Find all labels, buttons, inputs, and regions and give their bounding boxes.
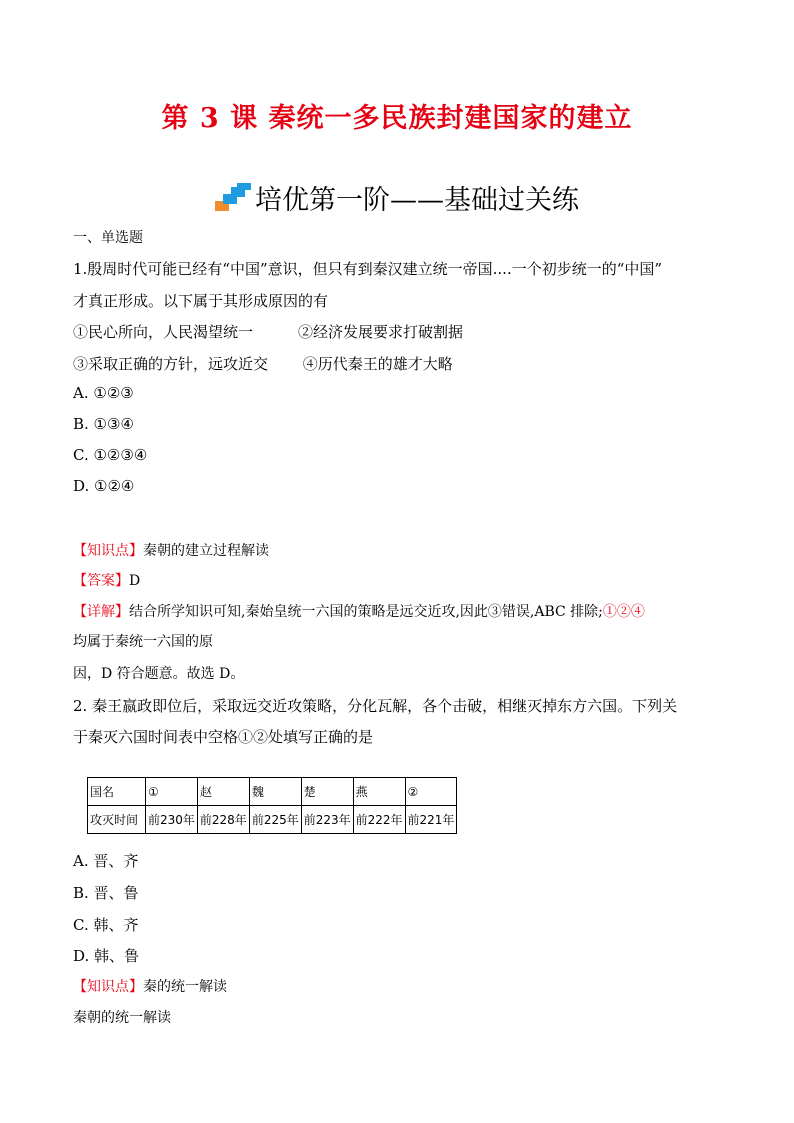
section-subtitle: [0, 178, 794, 217]
q1-knowledge-value: 秦朝的建立过程解读: [143, 543, 269, 559]
table-cell: ②: [405, 778, 457, 806]
q1-choice-c: C. ①②③④: [73, 446, 148, 464]
page-title: 第 3 课 秦统一多民族封建国家的建立: [161, 103, 633, 134]
q1-options-row2: ③采取正确的方针，远攻近交 ④历代秦王的雄才大略: [73, 355, 453, 373]
q2-choice-d: D. 韩、鲁: [73, 947, 140, 965]
q1-detail-line2: 均属于秦统一六国的原: [73, 634, 213, 650]
q1-detail-line1: [73, 601, 645, 621]
q2-choice-b: B. 晋、鲁: [73, 884, 139, 902]
q1-choice-d: D. ①②④: [73, 477, 135, 495]
q2-timeline-table: [87, 777, 457, 834]
q1-choice-a: A. ①②③: [73, 384, 134, 402]
table-cell: 前228年: [197, 806, 249, 834]
q2-choice-a: A. 晋、齐: [73, 852, 139, 870]
table-cell: 燕: [353, 778, 405, 806]
q1-options-row1: ①民心所向，人民渴望统一 ②经济发展要求打破割据: [73, 323, 464, 341]
table-cell: 前223年: [301, 806, 353, 834]
table-cell: 楚: [301, 778, 353, 806]
table-cell: 前230年: [146, 806, 198, 834]
section-heading: 一、单选题: [73, 230, 143, 246]
q1-answer-value: D: [129, 573, 141, 589]
table-row: [88, 778, 457, 806]
table-cell: 前225年: [249, 806, 301, 834]
q1-choice-b: B. ①③④: [73, 415, 134, 433]
table-cell: 赵: [197, 778, 249, 806]
table-row: [88, 806, 457, 834]
q2-footer-line: 秦朝的统一解读: [73, 1010, 171, 1026]
q2-knowledge-value: 秦的统一解读: [143, 979, 227, 995]
q1-stem-line1: 1.殷周时代可能已经有“中国”意识，但只有到秦汉建立统一帝国....一个初步统一的“中国”: [73, 260, 663, 278]
table-cell: 国名: [88, 778, 146, 806]
q1-answer-label: 【答案】: [73, 573, 129, 589]
table-cell: 前221年: [405, 806, 457, 834]
q1-knowledge-label: 【知识点】: [73, 543, 143, 559]
subtitle-text: 培优第一阶——基础过关练: [255, 185, 579, 216]
q2-knowledge-point: [73, 976, 227, 996]
q1-detail-text: 结合所学知识可知,秦始皇统一六国的策略是远交近攻,因此③错误,ABC 排除;: [129, 604, 603, 620]
stairs-icon: [215, 183, 251, 211]
q1-detail-line3: 因，D 符合题意。故选 D。: [73, 666, 245, 682]
q1-knowledge-point: [73, 540, 269, 560]
q1-answer: [73, 570, 140, 590]
q2-stem-line2: 于秦灭六国时间表中空格①②处填写正确的是: [73, 728, 374, 746]
table-cell: ①: [146, 778, 198, 806]
table-cell: 前222年: [353, 806, 405, 834]
table-cell: 魏: [249, 778, 301, 806]
q1-detail-label: 【详解】: [73, 604, 129, 620]
table-cell: 攻灭时间: [88, 806, 146, 834]
q1-stem-line2: 才真正形成。以下属于其形成原因的有: [73, 292, 329, 310]
q2-knowledge-label: 【知识点】: [73, 979, 143, 995]
q2-choice-c: C. 韩、齐: [73, 916, 139, 934]
q1-detail-highlight: ①②④: [602, 604, 645, 620]
q2-stem-line1: 2. 秦王嬴政即位后，采取远交近攻策略，分化瓦解，各个击破，相继灭掉东方六国。下列关: [73, 697, 678, 715]
